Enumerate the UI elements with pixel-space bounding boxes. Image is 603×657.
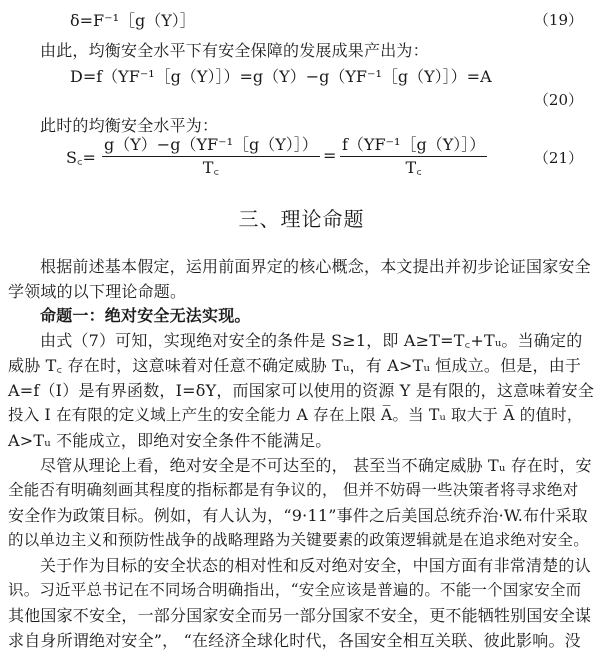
equation-19: δ=F⁻¹［g（Y）］ (70, 11, 196, 30)
equation-21-number: （21） (533, 149, 583, 167)
paragraph-2-line-2: 威胁 T꜀ 存在时，这意味着对任意不确定威胁 Tᵤ，有 A>Tᵤ 恒成立。但是，由于 (8, 356, 582, 375)
paragraph-1-line-1: 根据前述基本假定，运用前面界定的核心概念，本文提出并初步论证国家安全 (40, 257, 591, 276)
paragraph-3-line-3: 安全作为政策目标。例如，有人认为，“9·11”事件之后美国总统乔治·W.布什采取 (8, 506, 588, 525)
paragraph-1-line-2: 学领域的以下理论命题。 (8, 282, 187, 301)
paragraph-2-line-4: 投入 I 在有限的定义域上产生的安全能力 A 存在上限 A̅。当 Tᵤ 取大于 A̅ 的值时， (8, 406, 583, 424)
equation-21-equals: = (323, 146, 337, 165)
equation-21-fraction-2 (340, 134, 487, 179)
equation-20-intro: 由此，均衡安全水平下有安全保障的发展成果产出为： (40, 41, 429, 60)
section-heading: 三、理论命题 (238, 207, 365, 231)
proposition-1: 命题一：绝对安全无法实现。 (40, 306, 251, 325)
paragraph-3-line-2: 全能否有明确刻画其程度的指标都是有争议的， 但并不妨碍一些决策者将寻求绝对 (8, 481, 579, 499)
paragraph-4-line-1: 关于作为目标的安全状态的相对性和反对绝对安全，中国方面有非常清楚的认 (40, 556, 591, 575)
paragraph-4-line-4: 求自身所谓绝对安全”， “在经济全球化时代，各国安全相互关联、彼此影响。没 (8, 631, 581, 650)
fraction-2-denominator: T꜀ (405, 158, 422, 177)
paragraph-2-line-1: 由式（7）可知，实现绝对安全的条件是 S≥1，即 A≥T=T꜀+Tᵤ。当确定的 (40, 331, 583, 350)
paragraph-4-line-2: 识。习近平总书记在不同场合明确指出，“安全应该是普遍的。不能一个国家安全而 (8, 581, 582, 599)
equation-21-lhs: S꜀= (66, 148, 96, 167)
paragraph-3-line-1: 尽管从理论上看，绝对安全是不可达至的， 甚至当不确定威胁 Tᵤ 存在时，安 (40, 456, 592, 475)
paragraph-2-line-5: A>Tᵤ 不能成立，即绝对安全条件不能满足。 (8, 431, 332, 450)
equation-20-number: （20） (533, 91, 583, 109)
fraction-2-numerator: f（YF⁻¹［g（Y）］） (340, 134, 487, 157)
equation-20: D=f（YF⁻¹［g（Y）］）=g（Y）−g（YF⁻¹［g（Y）］）=A (70, 67, 492, 86)
paragraph-3-line-4: 的以单边主义和预防性战争的战略理路为关键要素的政策逻辑就是在追求绝对安全。 (8, 531, 589, 549)
fraction-1-numerator: g（Y）−g（YF⁻¹［g（Y）］） (102, 134, 320, 157)
paragraph-4-line-3: 其他国家不安全，一部分国家安全而另一部分国家不安全，更不能牺牲别国安全谋 (8, 606, 592, 625)
equation-21-fraction-1 (102, 134, 320, 179)
fraction-1-denominator: T꜀ (202, 158, 219, 177)
equation-21-intro: 此时的均衡安全水平为： (40, 116, 219, 135)
paragraph-2-line-3: A=f（I）是有界函数，I=δY，而国家可以使用的资源 Y 是有限的，这意味着安全 (8, 381, 595, 400)
equation-19-number: （19） (533, 11, 583, 29)
